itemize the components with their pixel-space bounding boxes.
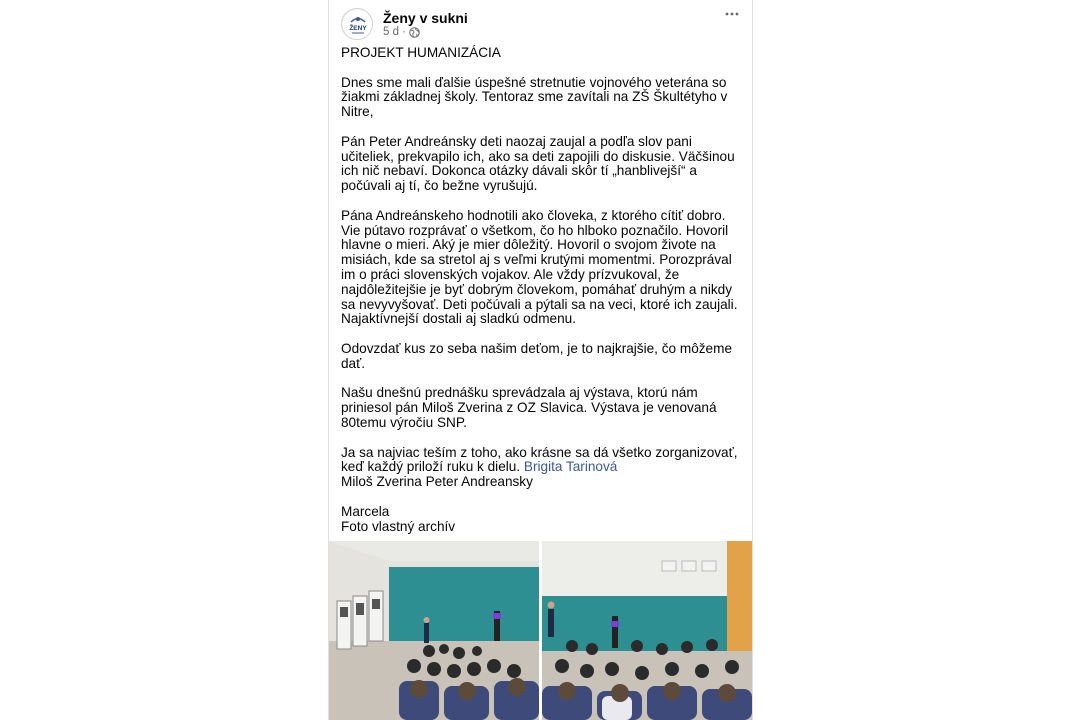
post-paragraph: Pána Andreánskeho hodnotili ako človeka, z ktorého cítiť dobro. Vie pútavo rozprávať o všetkom, čo ho hlboko poznačilo. Hovoril hlavne o mieri. Aký je mier dôležitý. Hovoril o svojom živote na misiách, kde sa stretol aj s veľmi krutými momentmi. Porozprával im o práci slovenských vojakov. Ale vždy prízvukoval, že najdôležitejšie je byť dobrým človekom, pomáhať druhým a nikdy sa nevyvyšovať. Deti počúvali a pýtali sa na veci, ktoré ich zaujali. Najaktívnejší dostali aj sladkú odmenu. [341, 207, 738, 327]
post-paragraph: Našu dnešnú prednášku sprevádzala aj výstava, ktorú nám priniesol pán Miloš Zverina z OZ Slavica. Výstava je venovaná 80temu výročiu SNP. [341, 385, 717, 430]
post-timestamp[interactable]: 5 d [383, 26, 399, 38]
photo-credit: Foto vlastný archív [341, 518, 456, 534]
facebook-post [328, 0, 753, 720]
avatar-text: ŽENY [349, 25, 367, 32]
meta-separator: · [402, 26, 406, 38]
page-name-link[interactable]: Ženy v sukni [383, 10, 468, 26]
photo-grid [329, 541, 752, 720]
post-paragraph: Dnes sme mali ďalšie úspešné stretnutie vojnového veterána so žiakmi základnej školy. Tentoraz sme zavítali na ZŠ Škultétyho v Nitre, [341, 74, 728, 120]
signature-block [341, 505, 743, 535]
tag-line: Miloš Zverina Peter Andreansky [341, 474, 533, 490]
classroom-lecture-photo[interactable] [542, 541, 752, 720]
post-text [341, 46, 743, 572]
avatar-logo-icon [342, 9, 373, 40]
post-meta [383, 26, 420, 38]
globe-icon[interactable] [409, 27, 420, 38]
closing-paragraph [341, 446, 743, 490]
post-paragraph: Odovzdať kus zo seba našim deťom, je to najkrajšie, čo môžeme dať. [341, 340, 732, 371]
post-paragraph: Pán Peter Andreánsky deti naozaj zaujal a podľa slov pani učiteliek, prekvapilo ich, ako sa deti zapojili do diskusie. Väčšinou ich nič nebaví. Dokonca otázky dávali skôr tí „hanblivejší“ a počúvali aj tí, čo bežne vyrušujú. [341, 133, 735, 194]
page-avatar[interactable] [341, 8, 373, 40]
more-options-button[interactable] [720, 4, 744, 24]
closing-text: Ja sa najviac teším z toho, ako krásne sa dá všetko zorganizovať, keď každý priloží ruku k dielu. [341, 444, 738, 475]
more-icon [725, 12, 739, 16]
classroom-exhibition-photo[interactable] [329, 541, 539, 720]
tag-link-brigita[interactable]: Brigita Tarinová [523, 459, 618, 475]
signature: Marcela [341, 503, 390, 519]
post-header [329, 0, 752, 44]
post-title: PROJEKT HUMANIZÁCIA [341, 45, 501, 60]
